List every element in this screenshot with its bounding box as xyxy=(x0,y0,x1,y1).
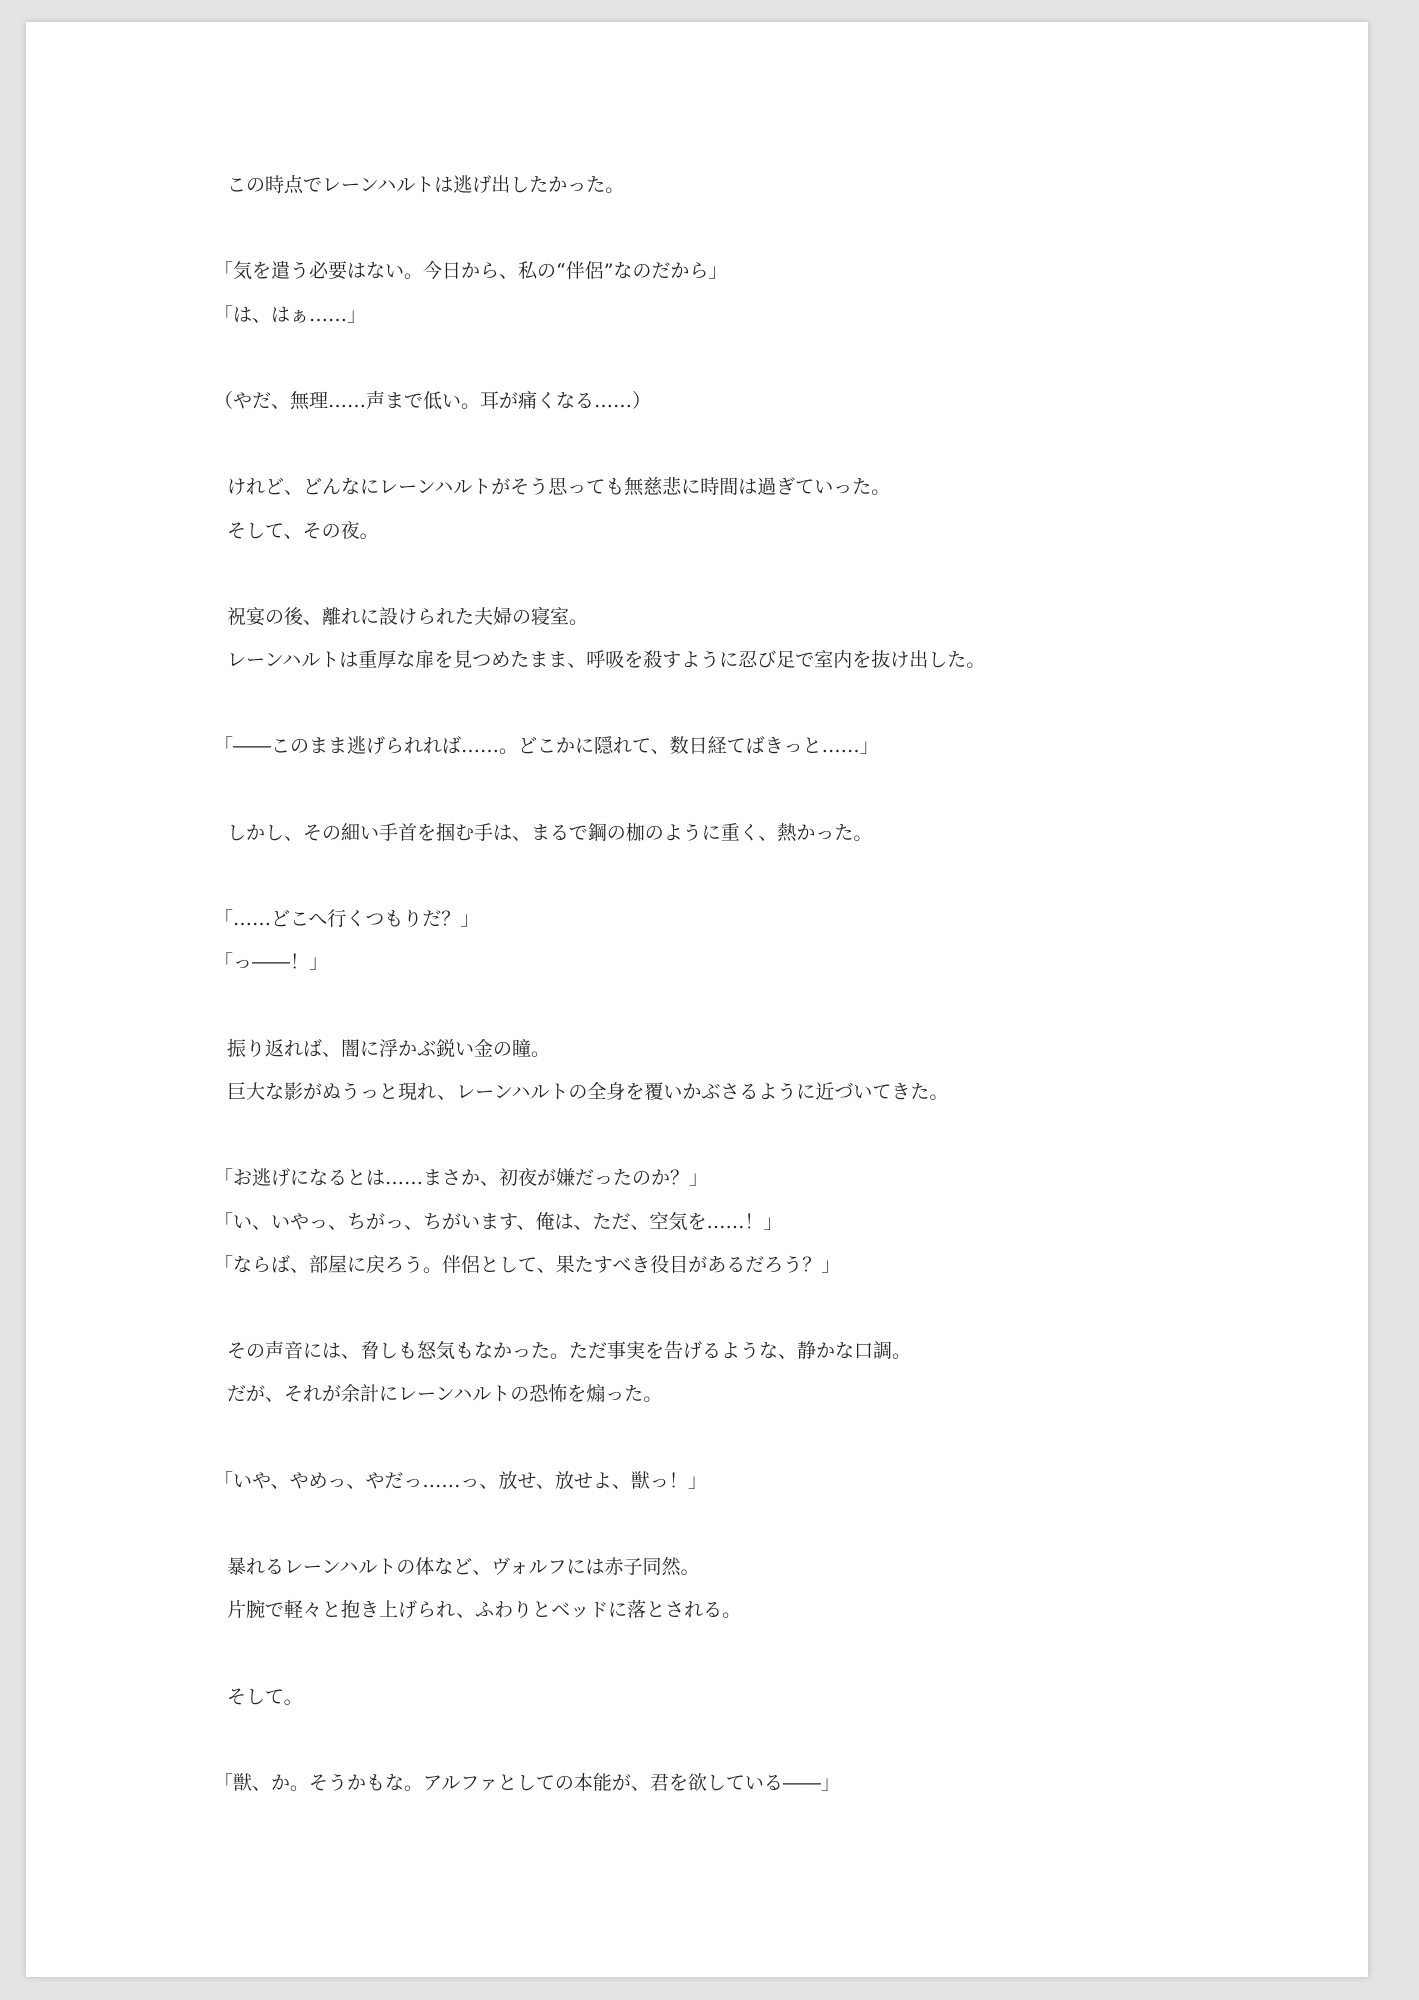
text-line: 「いや、やめっ、やだっ……っ、放せ、放せよ、獣っ！」 xyxy=(214,1469,707,1492)
text-line: 暴れるレーンハルトの体など、ヴォルフには赤子同然。 xyxy=(227,1556,700,1578)
text-line: 「お逃げになるとは……まさか、初夜が嫌だったのか？」 xyxy=(214,1167,709,1190)
text-line: 「ならば、部屋に戻ろう。伴侶として、果たすべき役目があるだろう？」 xyxy=(214,1253,841,1276)
blank-line xyxy=(214,1416,1214,1459)
blank-line xyxy=(214,337,1214,380)
text-line: 「っ――！」 xyxy=(214,951,329,974)
blank-line xyxy=(214,1719,1214,1762)
blank-line xyxy=(214,985,1214,1028)
body-text xyxy=(214,164,1214,1805)
blank-line xyxy=(214,855,1214,898)
text-line: そして、その夜。 xyxy=(227,519,379,542)
text-line: 「気を遣う必要はない。今日から、私の“伴侶”なのだから」 xyxy=(214,260,728,283)
document-page xyxy=(26,22,1368,1977)
blank-line xyxy=(214,1114,1214,1157)
text-line: 「は、はぁ……」 xyxy=(214,303,367,326)
text-line: 振り返れば、闇に浮かぶ鋭い金の瞳。 xyxy=(227,1037,551,1060)
text-line: 片腕で軽々と抱き上げられ、ふわりとベッドに落とされる。 xyxy=(227,1599,742,1622)
text-line: 祝宴の後、離れに設けられた夫婦の寝室。 xyxy=(227,605,589,628)
text-line: だが、それが余計にレーンハルトの恐怖を煽った。 xyxy=(227,1383,663,1406)
text-line: この時点でレーンハルトは逃げ出したかった。 xyxy=(227,174,625,196)
blank-line xyxy=(214,1503,1214,1546)
text-line: 「――このまま逃げられれば……。どこかに隠れて、数日経てばきっと……」 xyxy=(214,735,879,758)
text-line: （やだ、無理……声まで低い。耳が痛くなる……） xyxy=(214,389,652,412)
text-line: 「い、いやっ、ちがっ、ちがいます、俺は、ただ、空気を……！」 xyxy=(214,1210,783,1233)
blank-line xyxy=(214,1632,1214,1675)
blank-line xyxy=(214,682,1214,725)
text-line: そして。 xyxy=(227,1685,303,1708)
text-line: けれど、どんなにレーンハルトがそう思っても無慈悲に時間は過ぎていった。 xyxy=(227,476,891,499)
text-line: その声音には、脅しも怒気もなかった。ただ事実を告げるような、静かな口調。 xyxy=(227,1340,912,1363)
text-line: レーンハルトは重厚な扉を見つめたまま、呼吸を殺すように忍び足で室内を抜け出した。 xyxy=(227,649,986,672)
text-line: 「……どこへ行くつもりだ？」 xyxy=(214,908,480,931)
text-line: 「獣、か。そうかもな。アルファとしての本能が、君を欲している――」 xyxy=(214,1771,840,1794)
text-line: 巨大な影がぬうっと現れ、レーンハルトの全身を覆いかぶさるように近づいてきた。 xyxy=(227,1080,949,1103)
blank-line xyxy=(214,1287,1214,1330)
blank-line xyxy=(214,423,1214,466)
blank-line xyxy=(214,207,1214,250)
text-line: しかし、その細い手首を掴む手は、まるで鋼の枷のように重く、熱かった。 xyxy=(227,821,873,844)
blank-line xyxy=(214,553,1214,596)
blank-line xyxy=(214,769,1214,812)
